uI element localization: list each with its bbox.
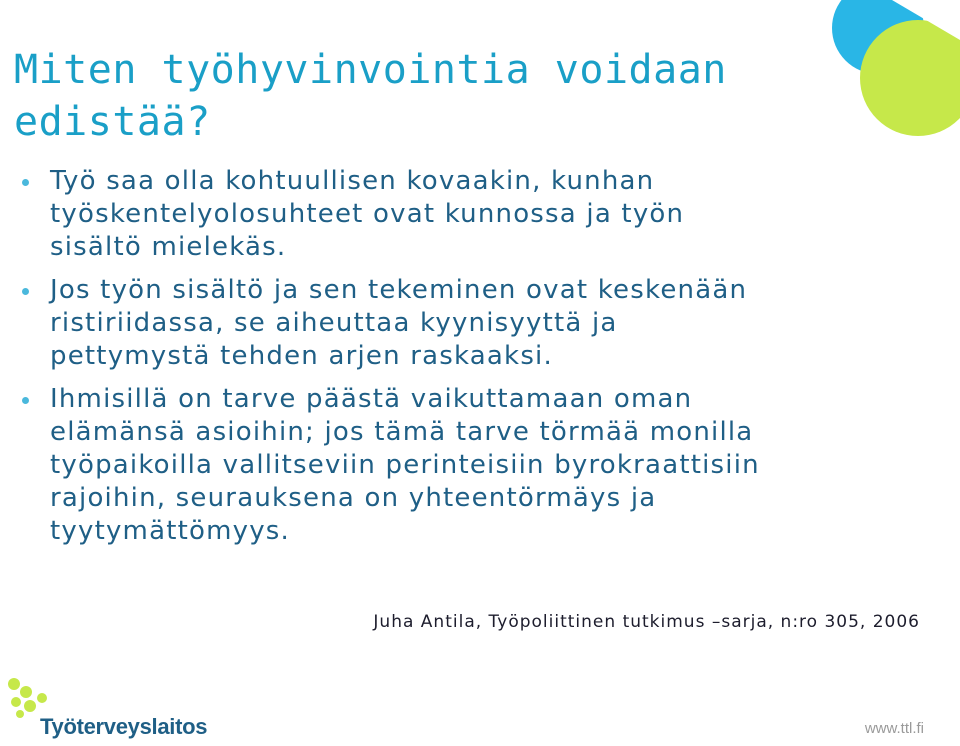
bullet-dot-icon [22, 397, 29, 404]
corner-decoration-icon [800, 0, 960, 140]
ttl-logo-text: Työterveyslaitos [40, 714, 208, 739]
bullet-text: Jos työn sisältö ja sen tekeminen ovat keskenään ristiriidassa, se aiheuttaa kyynisyyttä ja pettymystä tehden arjen raskaaksi. [50, 275, 748, 371]
bullet-list [22, 165, 772, 558]
bullet-item [22, 383, 772, 548]
bullet-dot-icon [22, 288, 29, 295]
bullet-item [22, 274, 772, 373]
bullet-text: Ihmisillä on tarve päästä vaikuttamaan oman elämänsä asioihin; jos tämä tarve törmää monilla työpaikoilla vallitseviin perinteisiin byrokraattisiin rajoihin, seurauksena on yhteentörmäys ja tyytymättömyys. [50, 384, 760, 546]
ttl-logo [6, 676, 206, 744]
website-url: www.ttl.fi [864, 720, 924, 737]
bullet-item [22, 165, 772, 264]
bullet-text: Työ saa olla kohtuullisen kovaakin, kunhan työskentelyolosuhteet ovat kunnossa ja työn sisältö mielekäs. [50, 166, 685, 262]
source-citation: Juha Antila, Työpoliittinen tutkimus –sarja, n:ro 305, 2006 [373, 612, 920, 632]
slide-title: Miten työhyvinvointia voidaan edistää? [14, 47, 727, 145]
bullet-dot-icon [22, 179, 29, 186]
